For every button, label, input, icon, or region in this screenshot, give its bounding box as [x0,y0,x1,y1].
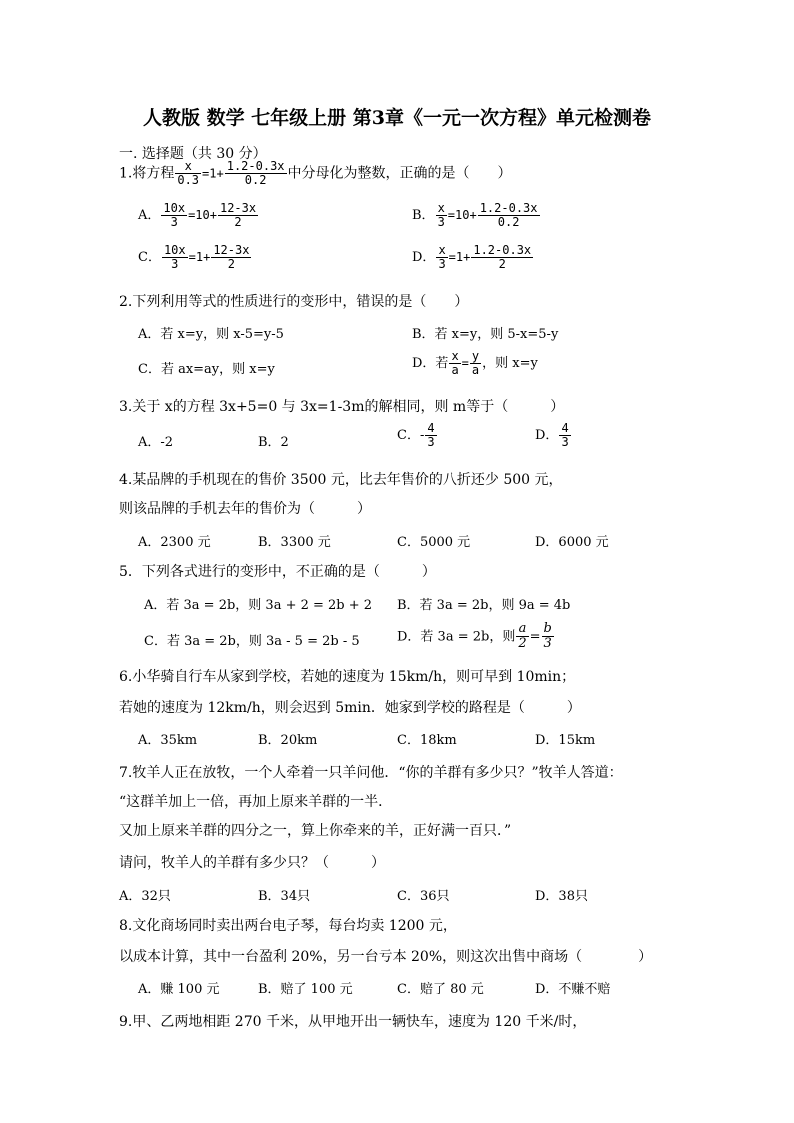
q6-option-b[interactable]: B．20km [258,733,318,748]
q3-option-d[interactable]: D． $\frac{4}{3}$ [535,421,569,450]
question-3-stem: 3.关于 x的方程 3x+5=0 与 3x=1-3m的解相同，则 m等于（ ） [119,399,565,415]
q2-option-d[interactable]: D．若 $\frac{x}{a}$ = $\frac{y}{a}$ ，则 x=y [412,349,538,378]
section-heading: 一. 选择题（共 30 分） [119,146,267,162]
q4-option-b[interactable]: B．3300 元 [258,535,331,550]
q2-option-b[interactable]: B．若 x=y，则 5-x=5-y [412,327,559,342]
q1-option-c[interactable]: C． $\frac{10x}{3}$ =1+ $\frac{12-3x}{2}$ [138,243,250,272]
q6-option-c[interactable]: C．18km [397,733,457,748]
q5-option-b[interactable]: B．若 3a = 2b，则 9a = 4b [397,598,571,613]
q5-option-c[interactable]: C．若 3a = 2b，则 3a - 5 = 2b - 5 [144,634,360,649]
question-8-line-2: 以成本计算，其中一台盈利 20%，另一台亏本 20%，则这次出售中商场（ ） [119,949,653,965]
q2-option-c[interactable]: C．若 ax=ay，则 x=y [138,362,275,377]
q8-option-c[interactable]: C．赔了 80 元 [397,982,484,997]
question-4-line-1: 4.某品牌的手机现在的售价 3500 元，比去年售价的八折还少 500 元， [119,472,563,488]
question-4-line-2: 则该品牌的手机去年的售价为（ ） [119,501,371,517]
q7-option-c[interactable]: C．36只 [397,889,450,904]
question-6-line-1: 6.小华骑自行车从家到学校，若她的速度为 15km/h，则可早到 10min； [119,669,576,685]
q5-option-a[interactable]: A．若 3a = 2b，则 3a + 2 = 2b + 2 [144,598,373,613]
q8-option-a[interactable]: A．赚 100 元 [138,982,220,997]
question-8-line-1: 8.文化商场同时卖出两台电子琴，每台均卖 1200 元， [119,918,457,934]
question-9-line-1: 9.甲、乙两地相距 270 千米，从甲地开出一辆快车，速度为 120 千米/时， [119,1014,587,1030]
q6-option-a[interactable]: A．35km [138,733,198,748]
q1-option-b[interactable]: B． $\frac{x}{3}$ =10+ $\frac{1.2-0.3x}{0.2}$ [412,201,538,230]
q1-suffix: 中分母化为整数，正确的是（ ） [287,165,512,182]
q5-option-d[interactable]: D．若 3a = 2b，则 $\frac{a}{2}$ = $\frac{b}{3}$ [397,621,552,652]
q3-option-c[interactable]: C．- $\frac{4}{3}$ [397,421,435,450]
q7-option-b[interactable]: B．34只 [258,889,311,904]
q3-option-a[interactable]: A．-2 [138,435,174,450]
question-1-stem [119,160,512,187]
q1-fraction-lhs: $\frac{x}{0.3}$ [177,159,200,188]
q1-prefix: 1.将方程 [119,165,175,182]
question-7-line-2: “这群羊加上一倍，再加上原来羊群的一半． [119,794,393,810]
q3-option-b[interactable]: B．2 [258,435,289,450]
question-2-stem: 2.下列利用等式的性质进行的变形中，错误的是（ ） [119,294,469,310]
q6-option-d[interactable]: D．15km [535,733,596,748]
q7-option-d[interactable]: D．38只 [535,889,588,904]
question-7-line-4: 请问，牧羊人的羊群有多少只？（ ） [119,855,385,871]
q8-option-b[interactable]: B．赔了 100 元 [258,982,353,997]
q1-option-a[interactable]: A． $\frac{10x}{3}$ =10+ $\frac{12-3x}{2}$ [138,201,257,230]
q4-option-a[interactable]: A．2300 元 [138,535,211,550]
q1-option-d[interactable]: D． $\frac{x}{3}$ =1+ $\frac{1.2-0.3x}{2}$ [412,243,532,272]
question-7-line-1: 7.牧羊人正在放牧，一个人牵着一只羊问他．“你的羊群有多少只？”牧羊人答道： [119,765,623,781]
q1-eq-mid: =1+ [202,166,224,181]
question-6-line-2: 若她的速度为 12km/h，则会迟到 5min．她家到学校的路程是（ ） [119,700,581,716]
q7-option-a[interactable]: A．32只 [119,889,171,904]
q1-fraction-rhs: $\frac{1.2-0.3x}{0.2}$ [226,159,285,188]
page-title: 人教版 数学 七年级上册 第3章《一元一次方程》单元检测卷 [142,107,652,129]
q2-option-a[interactable]: A．若 x=y，则 x-5=y-5 [138,327,284,342]
q4-option-d[interactable]: D．6000 元 [535,535,609,550]
question-5-stem: 5．下列各式进行的变形中，不正确的是（ ） [119,564,436,580]
question-7-line-3: 又加上原来羊群的四分之一，算上你牵来的羊，正好满一百只．” [119,823,512,839]
q4-option-c[interactable]: C．5000 元 [397,535,471,550]
q8-option-d[interactable]: D．不赚不赔 [535,982,611,997]
